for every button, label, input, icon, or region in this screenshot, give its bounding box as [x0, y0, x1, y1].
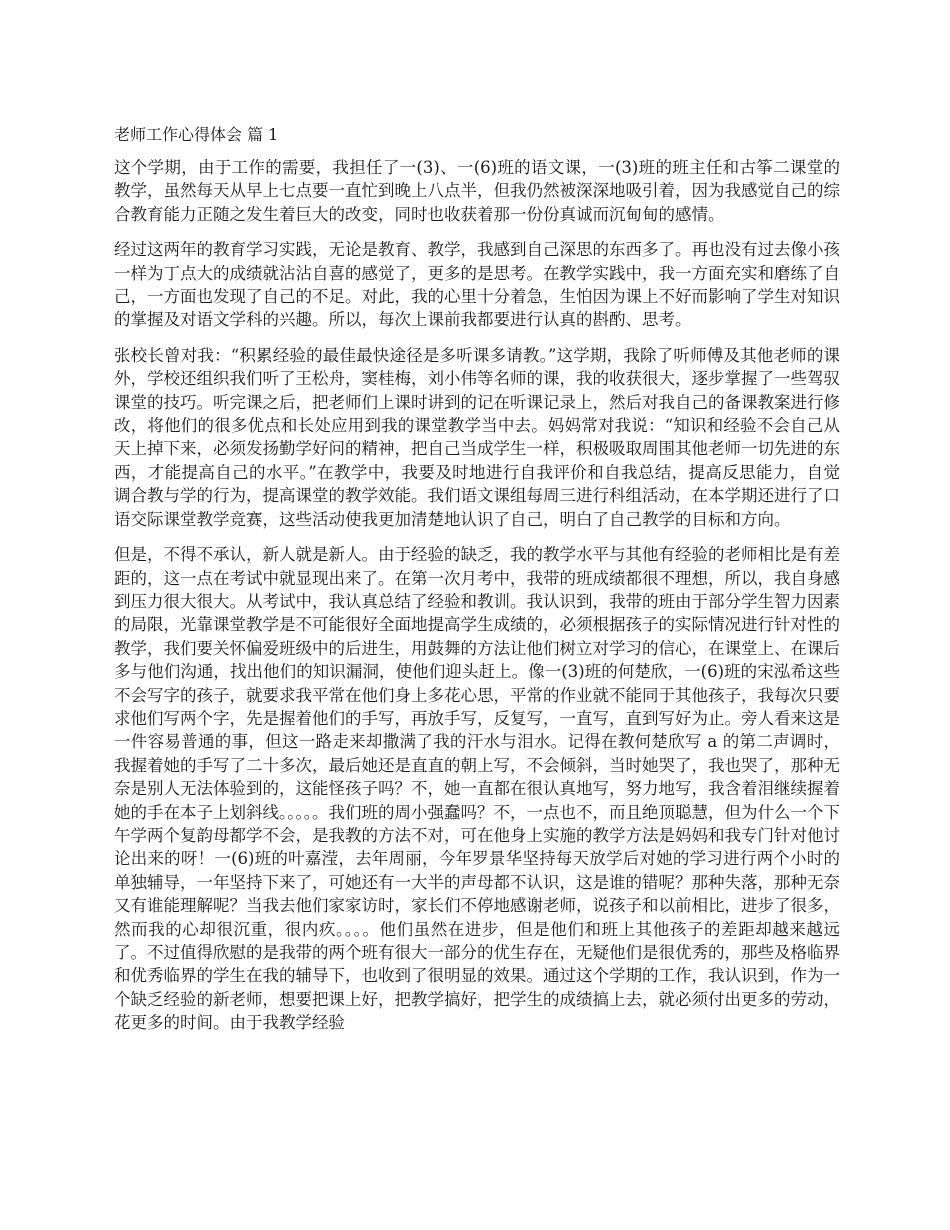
document-page: [114, 124, 840, 1047]
paragraph-1: 这个学期，由于工作的需要，我担任了一(3)、一(6)班的语文课，一(3)班的班主任和古筝二课堂的教学，虽然每天从早上七点要一直忙到晚上八点半，但我仍然被深深地吸引着，因为我感觉自己的综合教育能力正随之发生着巨大的改变，同时也收获着那一份份真诚而沉甸甸的感情。: [114, 158, 840, 224]
document-title: 老师工作心得体会 篇 1: [114, 125, 279, 144]
paragraph-2: 经过这两年的教育学习实践，无论是教育、教学，我感到自己深思的东西多了。再也没有过去像小孩一样为丁点大的成绩就沾沾自喜的感觉了，更多的是思考。在教学实践中，我一方面充实和磨练了自己，一方面也发现了自己的不足。对此，我的心里十分着急，生怕因为课上不好而影响了学生对知识的掌握及对语文学科的兴趣。所以，每次上课前我都要进行认真的斟酌、思考。: [114, 240, 840, 330]
paragraph-4: 但是，不得不承认，新人就是新人。由于经验的缺乏，我的教学水平与其他有经验的老师相比是有差距的，这一点在考试中就显现出来了。在第一次月考中，我带的班成绩都很不理想，所以，我自身感到压力很大很大。从考试中，我认真总结了经验和教训。我认识到，我带的班由于部分学生智力因素的局限，光靠课堂教学是不可能很好全面地提高学生成绩的，必须根据孩子的实际情况进行针对性的教学，我们要关怀偏爱班级中的后进生，用鼓舞的方法让他们树立对学习的信心，在课堂上、在课后多与他们沟通，找出他们的知识漏洞，使他们迎头赶上。像一(3)班的何楚欣，一(6)班的宋泓希这些不会写字的孩子，就要求我平常在他们身上多花心思，平常的作业就不能同于其他孩子，我每次只要求他们写两个字，先是握着他们的手写，再放手写，反复写，一直写，直到写好为止。旁人看来这是一件容易普通的事，但这一路走来却撒满了我的汗水与泪水。记得在教何楚欣写 a 的第二声调时，我握着她的手写了二十多次，最后她还是直直的朝上写，不会倾斜，当时她哭了，我也哭了，那种无奈是别人无法体验到的，这能怪孩子吗？不，她一直都在很认真地写，努力地写，我含着泪继续握着她的手在本子上划斜线。。。。。我们班的周小强蠢吗？不，一点也不，而且绝顶聪慧，但为什么一个下午学两个复韵母都学不会，是我教的方法不对，可在他身上实施的教学方法是妈妈和我专门针对他讨论出来的呀！一(6)班的叶嘉滢，去年周丽，今年罗景华坚持每天放学后对她的学习进行两个小时的单独辅导，一年坚持下来了，可她还有一大半的声母都不认识，这是谁的错呢？那种失落，那种无奈又有谁能理解呢？当我去他们家家访时，家长们不停地感谢老师，说孩子和以前相比，进步了很多，然而我的心却很沉重，很内疚。。。。他们虽然在进步，但是他们和班上其他孩子的差距却越来越远了。不过值得欣慰的是我带的两个班有很大一部分的优生存在，无疑他们是很优秀的，那些及格临界和优秀临界的学生在我的辅导下，也收到了很明显的效果。通过这个学期的工作，我认识到，作为一个缺乏经验的新老师，想要把课上好，把教学搞好，把学生的成绩搞上去，就必须付出更多的劳动，花更多的时间。由于我教学经验: [114, 545, 840, 1033]
paragraph-3: 张校长曾对我：“积累经验的最佳最快途径是多听课多请教。”这学期，我除了听师傅及其他老师的课外，学校还组织我们听了王松舟，窦桂梅，刘小伟等名师的课，我的收获很大，逐步掌握了一些驾驭课堂的技巧。听完课之后，把老师们上课时讲到的记在听课记录上，然后对我自己的备课教案进行修改，将他们的很多优点和长处应用到我的课堂教学当中去。妈妈常对我说：“知识和经验不会自己从天上掉下来，必须发扬勤学好问的精神，把自己当成学生一样，积极吸取周围其他老师一切先进的东西，才能提高自己的水平。”在教学中，我要及时地进行自我评价和自我总结，提高反思能力，自觉调合教与学的行为，提高课堂的教学效能。我们语文课组每周三进行科组活动，在本学期还进行了口语交际课堂教学竞赛，这些活动使我更加清楚地认识了自己，明白了自己教学的目标和方向。: [114, 345, 840, 529]
